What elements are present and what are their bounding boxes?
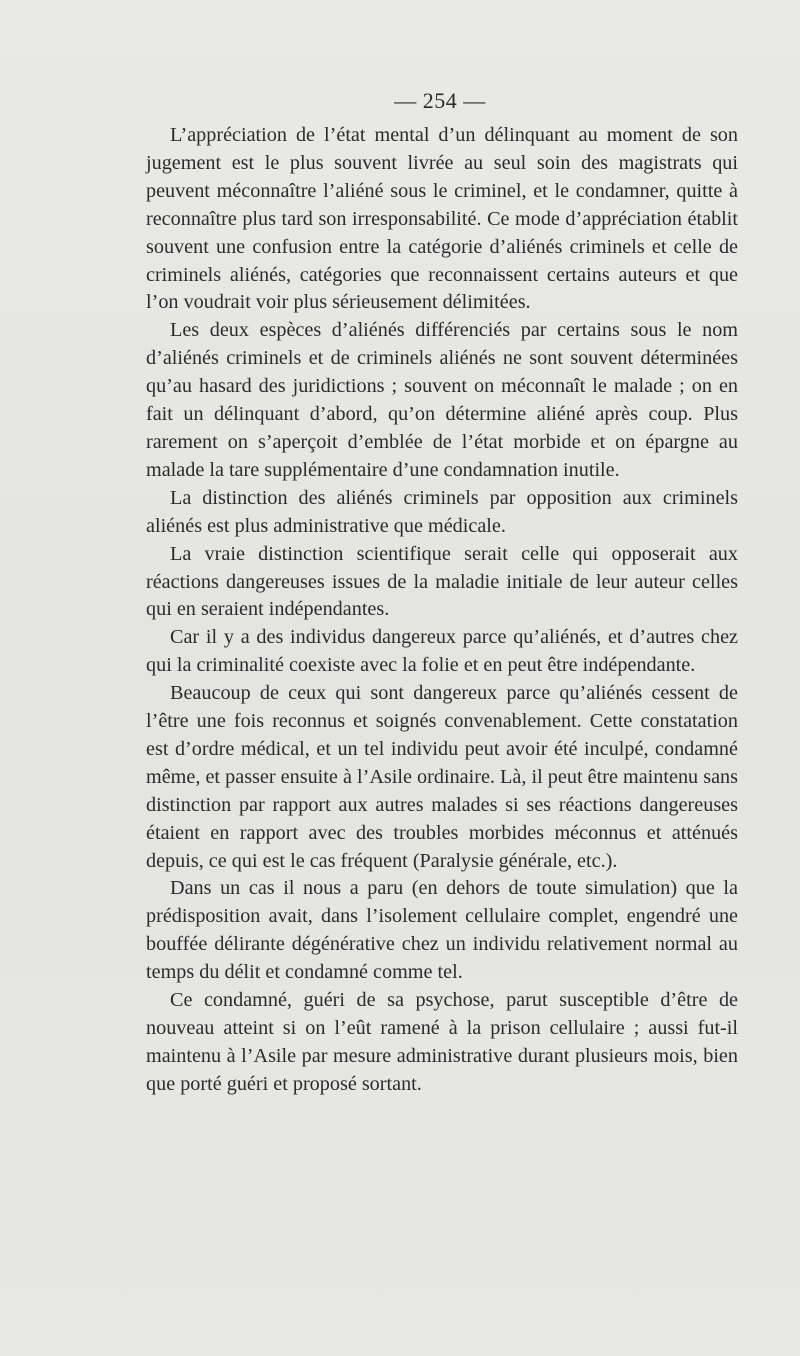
paragraph: Car il y a des individus dangereux parce qu’aliénés, et d’autres chez qui la criminalité coexiste avec la folie et en peut être indépendante. [146, 626, 738, 677]
paragraph: L’appréciation de l’état mental d’un délinquant au moment de son jugement est le plus souvent livrée au seul soin des magistrats qui peuvent méconnaître l’aliéné sous le criminel, et le condamner, quitte à reconnaître plus tard son irresponsabilité. Ce mode d’appréciation établit souvent une confusion entre la catégorie d’aliénés criminels et celle de criminels aliénés, catégories que reconnaissent certains auteurs et que l’on voudrait voir plus sérieusement délimitées. [146, 124, 738, 314]
paragraph: La distinction des aliénés criminels par opposition aux criminels aliénés est plus administrative que médicale. [146, 486, 738, 537]
paragraph: Beaucoup de ceux qui sont dangereux parce qu’aliénés cessent de l’être une fois reconnus et soignés convenablement. Cette constatation est d’ordre médical, et un tel individu peut avoir été inculpé, condamné même, et passer ensuite à l’Asile ordinaire. Là, il peut être maintenu sans distinction par rapport aux autres malades si ses réactions dangereuses étaient en rapport avec des troubles morbides méconnus et atténués depuis, ce qui est le cas fréquent (Paralysie générale, etc.). [146, 682, 738, 872]
paragraph: Ce condamné, guéri de sa psychose, parut susceptible d’être de nouveau atteint si on l’eût ramené à la prison cellulaire ; aussi fut-il maintenu à l’Asile par mesure administrative durant plusieurs mois, bien que porté guéri et proposé sortant. [146, 989, 738, 1095]
paragraph: Les deux espèces d’aliénés différenciés par certains sous le nom d’aliénés criminels et de criminels aliénés ne sont souvent déterminées qu’au hasard des juridictions ; souvent on méconnaît le malade ; on en fait un délinquant d’abord, qu’on détermine aliéné après coup. Plus rarement on s’aperçoit d’emblée de l’état morbide et on épargne au malade la tare supplémentaire d’une condamnation inutile. [146, 319, 738, 481]
paragraph: La vraie distinction scientifique serait celle qui opposerait aux réactions dangereuses issues de la maladie initiale de leur auteur celles qui en seraient indépendantes. [146, 542, 738, 621]
body-text [146, 122, 738, 1099]
page-number: — 254 — [394, 88, 486, 113]
paragraph: Dans un cas il nous a paru (en dehors de toute simulation) que la prédisposition avait, dans l’isolement cellulaire complet, engendré une bouffée délirante dégénérative chez un individu relativement normal au temps du délit et condamné comme tel. [146, 877, 738, 984]
